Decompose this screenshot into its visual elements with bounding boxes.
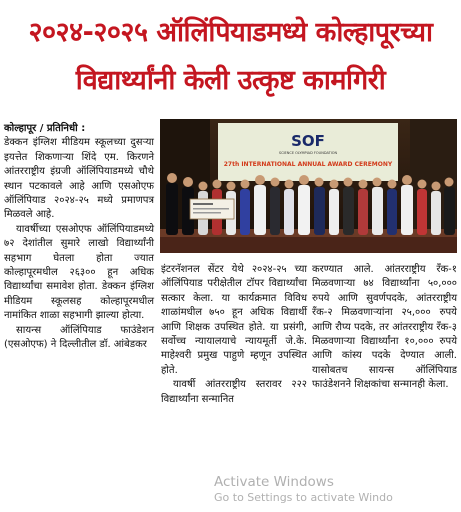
banner-text: 27th INTERNATIONAL ANNUAL AWARD CEREMONY	[223, 161, 393, 168]
sof-logo: SOF	[291, 132, 325, 150]
article-paragraph: इंटरनॅशनल सेंटर येथे २०२४-२५ च्या ऑलिंपियाड परीक्षेतील टॉपर विद्यार्थ्यांचा सत्कार केला. या कार्यक्रमात विविध शाळांमधील ७५० हून अधिक विद्यार्थी आणि शिक्षक उपस्थित होते. या प्रसंगी, सर्वोच्च न्यायालयाचे न्यायमूर्ती जे.के. माहेश्वरी प्रमुख पाहुणे म्हणून उपस्थित होते.	[161, 264, 307, 376]
article-paragraph: करण्यात आले. आंतरराष्ट्रीय रँक-१ मिळवणाऱ्या ७४ विद्यार्थ्यांना ५०,००० रुपये आणि सुवर्णपदके, आंतरराष्ट्रीय रँक-२ मिळवणाऱ्यांना २५,००० रुपये आणि रौप्य पदके, तर आंतरराष्ट्रीय रँक-३ मिळवणाऱ्या विद्यार्थ्यांना १०,००० रुपये आणि कांस्य पदके देण्यात आली. यासोबतच सायन्स ऑलिंपियाड फाउंडेशनने शिक्षकांचा सन्मानही केला.	[312, 264, 457, 391]
article-paragraph: सायन्स ऑलिंपियाड फाउंडेशन (एसओएफ) ने दिल्लीतील डॉ. आंबेडकर	[4, 324, 154, 351]
article-paragraph: डेक्कन इंग्लिश मीडियम स्कूलच्या दुसऱ्या इयत्तेत शिकणाऱ्या शिंदे एम. किरणने आंतरराष्ट्रीय इंग्रजी ऑलिंपियाडमध्ये चौथे स्थान पटकावले आहे आणि एसओएफ ऑलिंपियाड २०२४-२५ मध्ये प्रमाणपत्र मिळवले आहे.	[4, 137, 154, 221]
article-column-1	[4, 122, 154, 353]
award-ceremony-photo	[160, 119, 457, 253]
article-column-3	[312, 263, 457, 393]
headline-line-2: विद्यार्थ्यांनी केली उत्कृष्ट कामगिरी	[75, 65, 386, 96]
watermark-line-2: Go to Settings to activate Windo	[214, 491, 393, 504]
sof-logo-subtext: SCIENCE OLYMPIAD FOUNDATION	[278, 151, 338, 155]
watermark-line-1: Activate Windows	[214, 474, 334, 490]
activate-windows-watermark	[214, 474, 461, 504]
dateline: कोल्हापूर / प्रतिनिधी :	[4, 123, 86, 134]
article-paragraph: यावर्षी आंतरराष्ट्रीय स्तरावर २२२ विद्यार्थ्यांना सन्मानित	[161, 379, 307, 405]
article-column-2	[161, 263, 307, 407]
headline-line-1: २०२४-२०२५ ऑलिंपियाडमध्ये कोल्हापूरच्या	[28, 17, 433, 48]
article-paragraph: यावर्षीच्या एसओएफ ऑलिंपियाडमध्ये ७२ देशांतील सुमारे लाखो विद्यार्थ्यांनी सहभाग घेतला होता ज्यात कोल्हापूरमधील २६३०० हून अधिक विद्यार्थ्यांचा समावेश होता. डेक्कन इंग्लिश मीडियम स्कूलसह कोल्हापूरमधील नामांकित शाळा सहभागी झाल्या होत्या.	[4, 223, 154, 322]
